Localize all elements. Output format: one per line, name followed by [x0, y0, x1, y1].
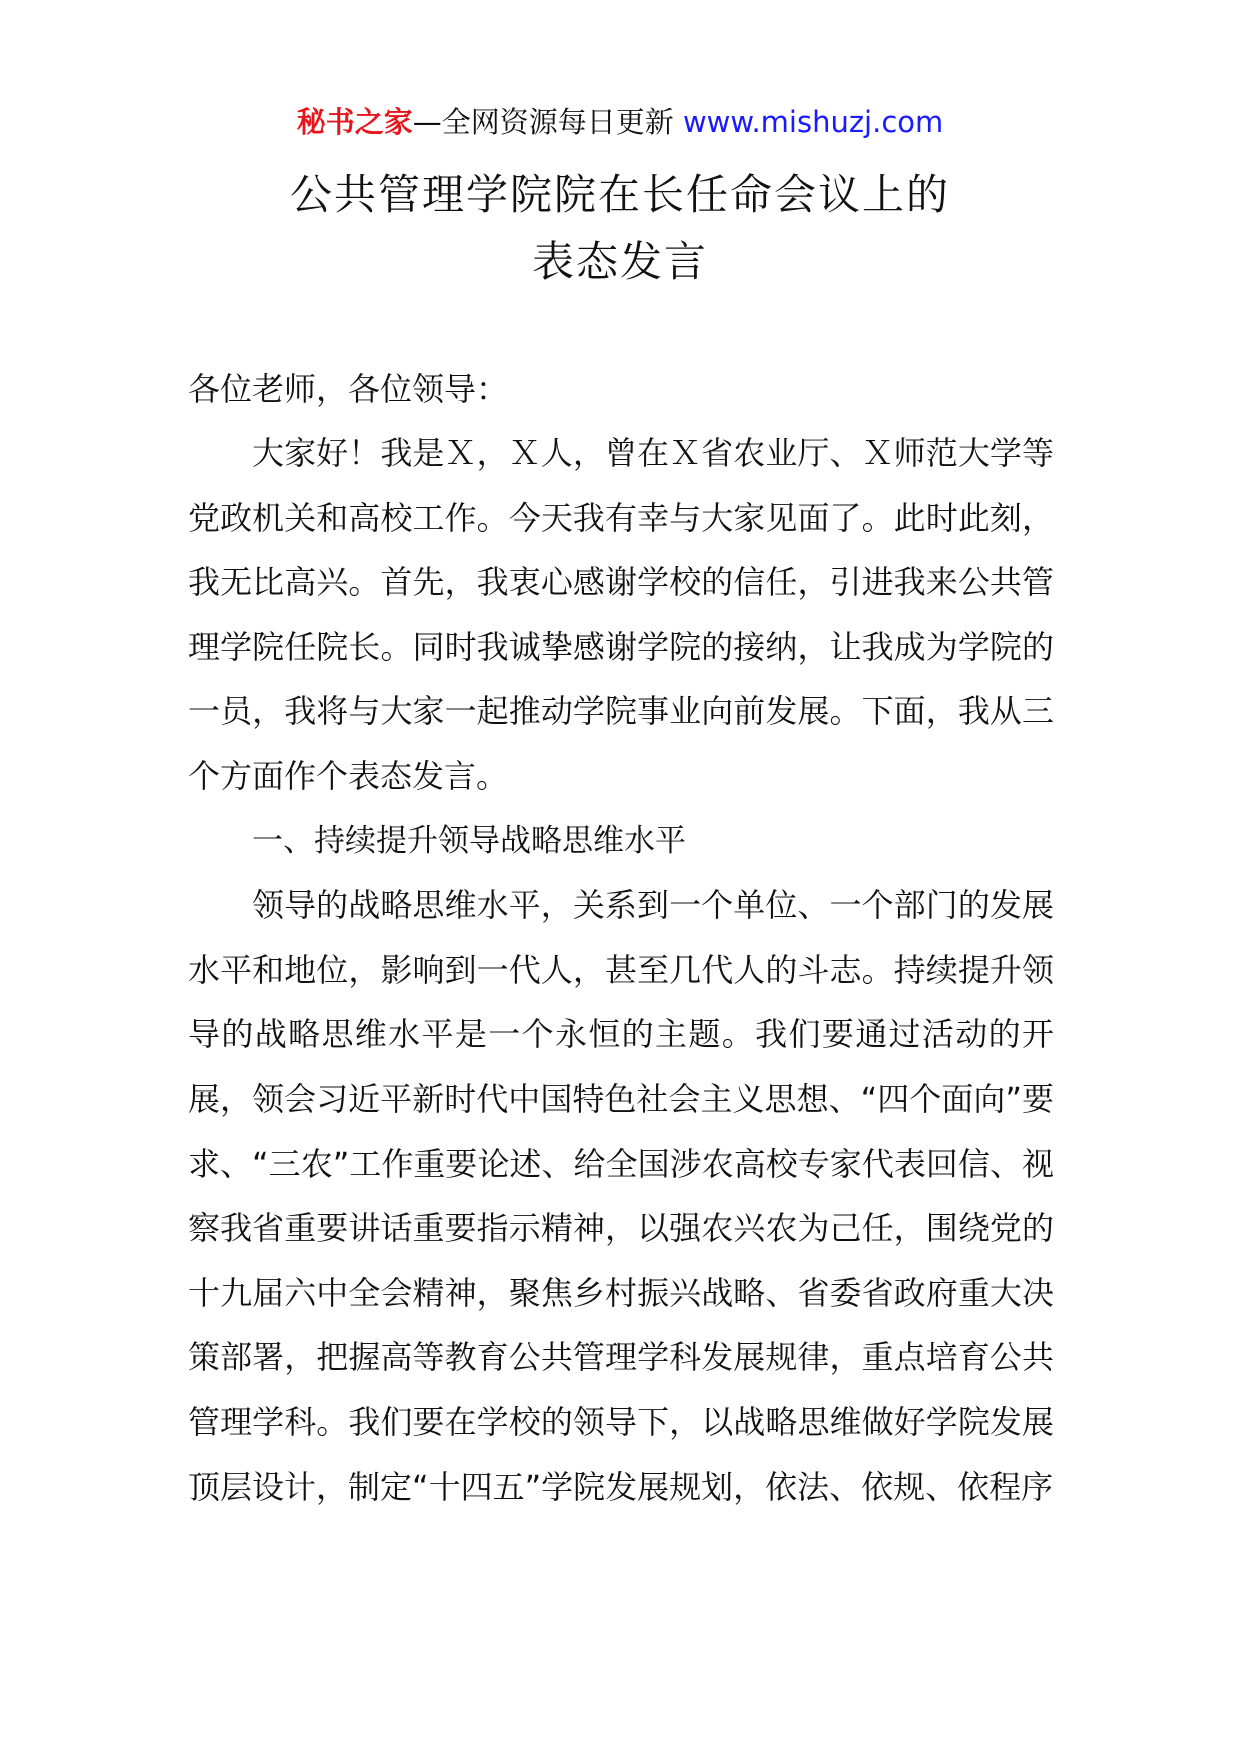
document-body	[188, 421, 1054, 1519]
site-brand: 秘书之家	[296, 105, 413, 139]
site-slogan: —全网资源每日更新	[412, 105, 674, 139]
document-title-line-2: 表态发言	[531, 237, 708, 286]
site-url-link[interactable]: www.mishuzj.com	[682, 105, 944, 139]
site-header	[0, 100, 1240, 144]
salutation: 各位老师，各位领导：	[188, 370, 509, 408]
paragraph-intro: 大家好！我是Ｘ，Ｘ人，曾在Ｘ省农业厅、Ｘ师范大学等党政机关和高校工作。今天我有幸与大家见面了。此时此刻，我无比高兴。首先，我衷心感谢学校的信任，引进我来公共管理学院任院长。同时我诚挚感谢学院的接纳，让我成为学院的一员，我将与大家一起推动学院事业向前发展。下面，我从三个方面作个表态发言。	[188, 434, 1054, 795]
section-heading-1: 一、持续提升领导战略思维水平	[252, 822, 686, 859]
document-title-line-1: 公共管理学院院在长任命会议上的	[289, 170, 950, 219]
paragraph-section-1: 领导的战略思维水平，关系到一个单位、一个部门的发展水平和地位，影响到一代人，甚至几代人的斗志。持续提升领导的战略思维水平是一个永恒的主题。我们要通过活动的开展，领会习近平新时代中国特色社会主义思想、“四个面向”要求、“三农”工作重要论述、给全国涉农高校专家代表回信、视察我省重要讲话重要指示精神，以强农兴农为己任，围绕党的十九届六中全会精神，聚焦乡村振兴战略、省委省政府重大决策部署，把握高等教育公共管理学科发展规律，重点培育公共管理学科。我们要在学校的领导下，以战略思维做好学院发展顶层设计，制定“十四五”学院发展规划，依法、依规、依程序	[188, 886, 1054, 1506]
